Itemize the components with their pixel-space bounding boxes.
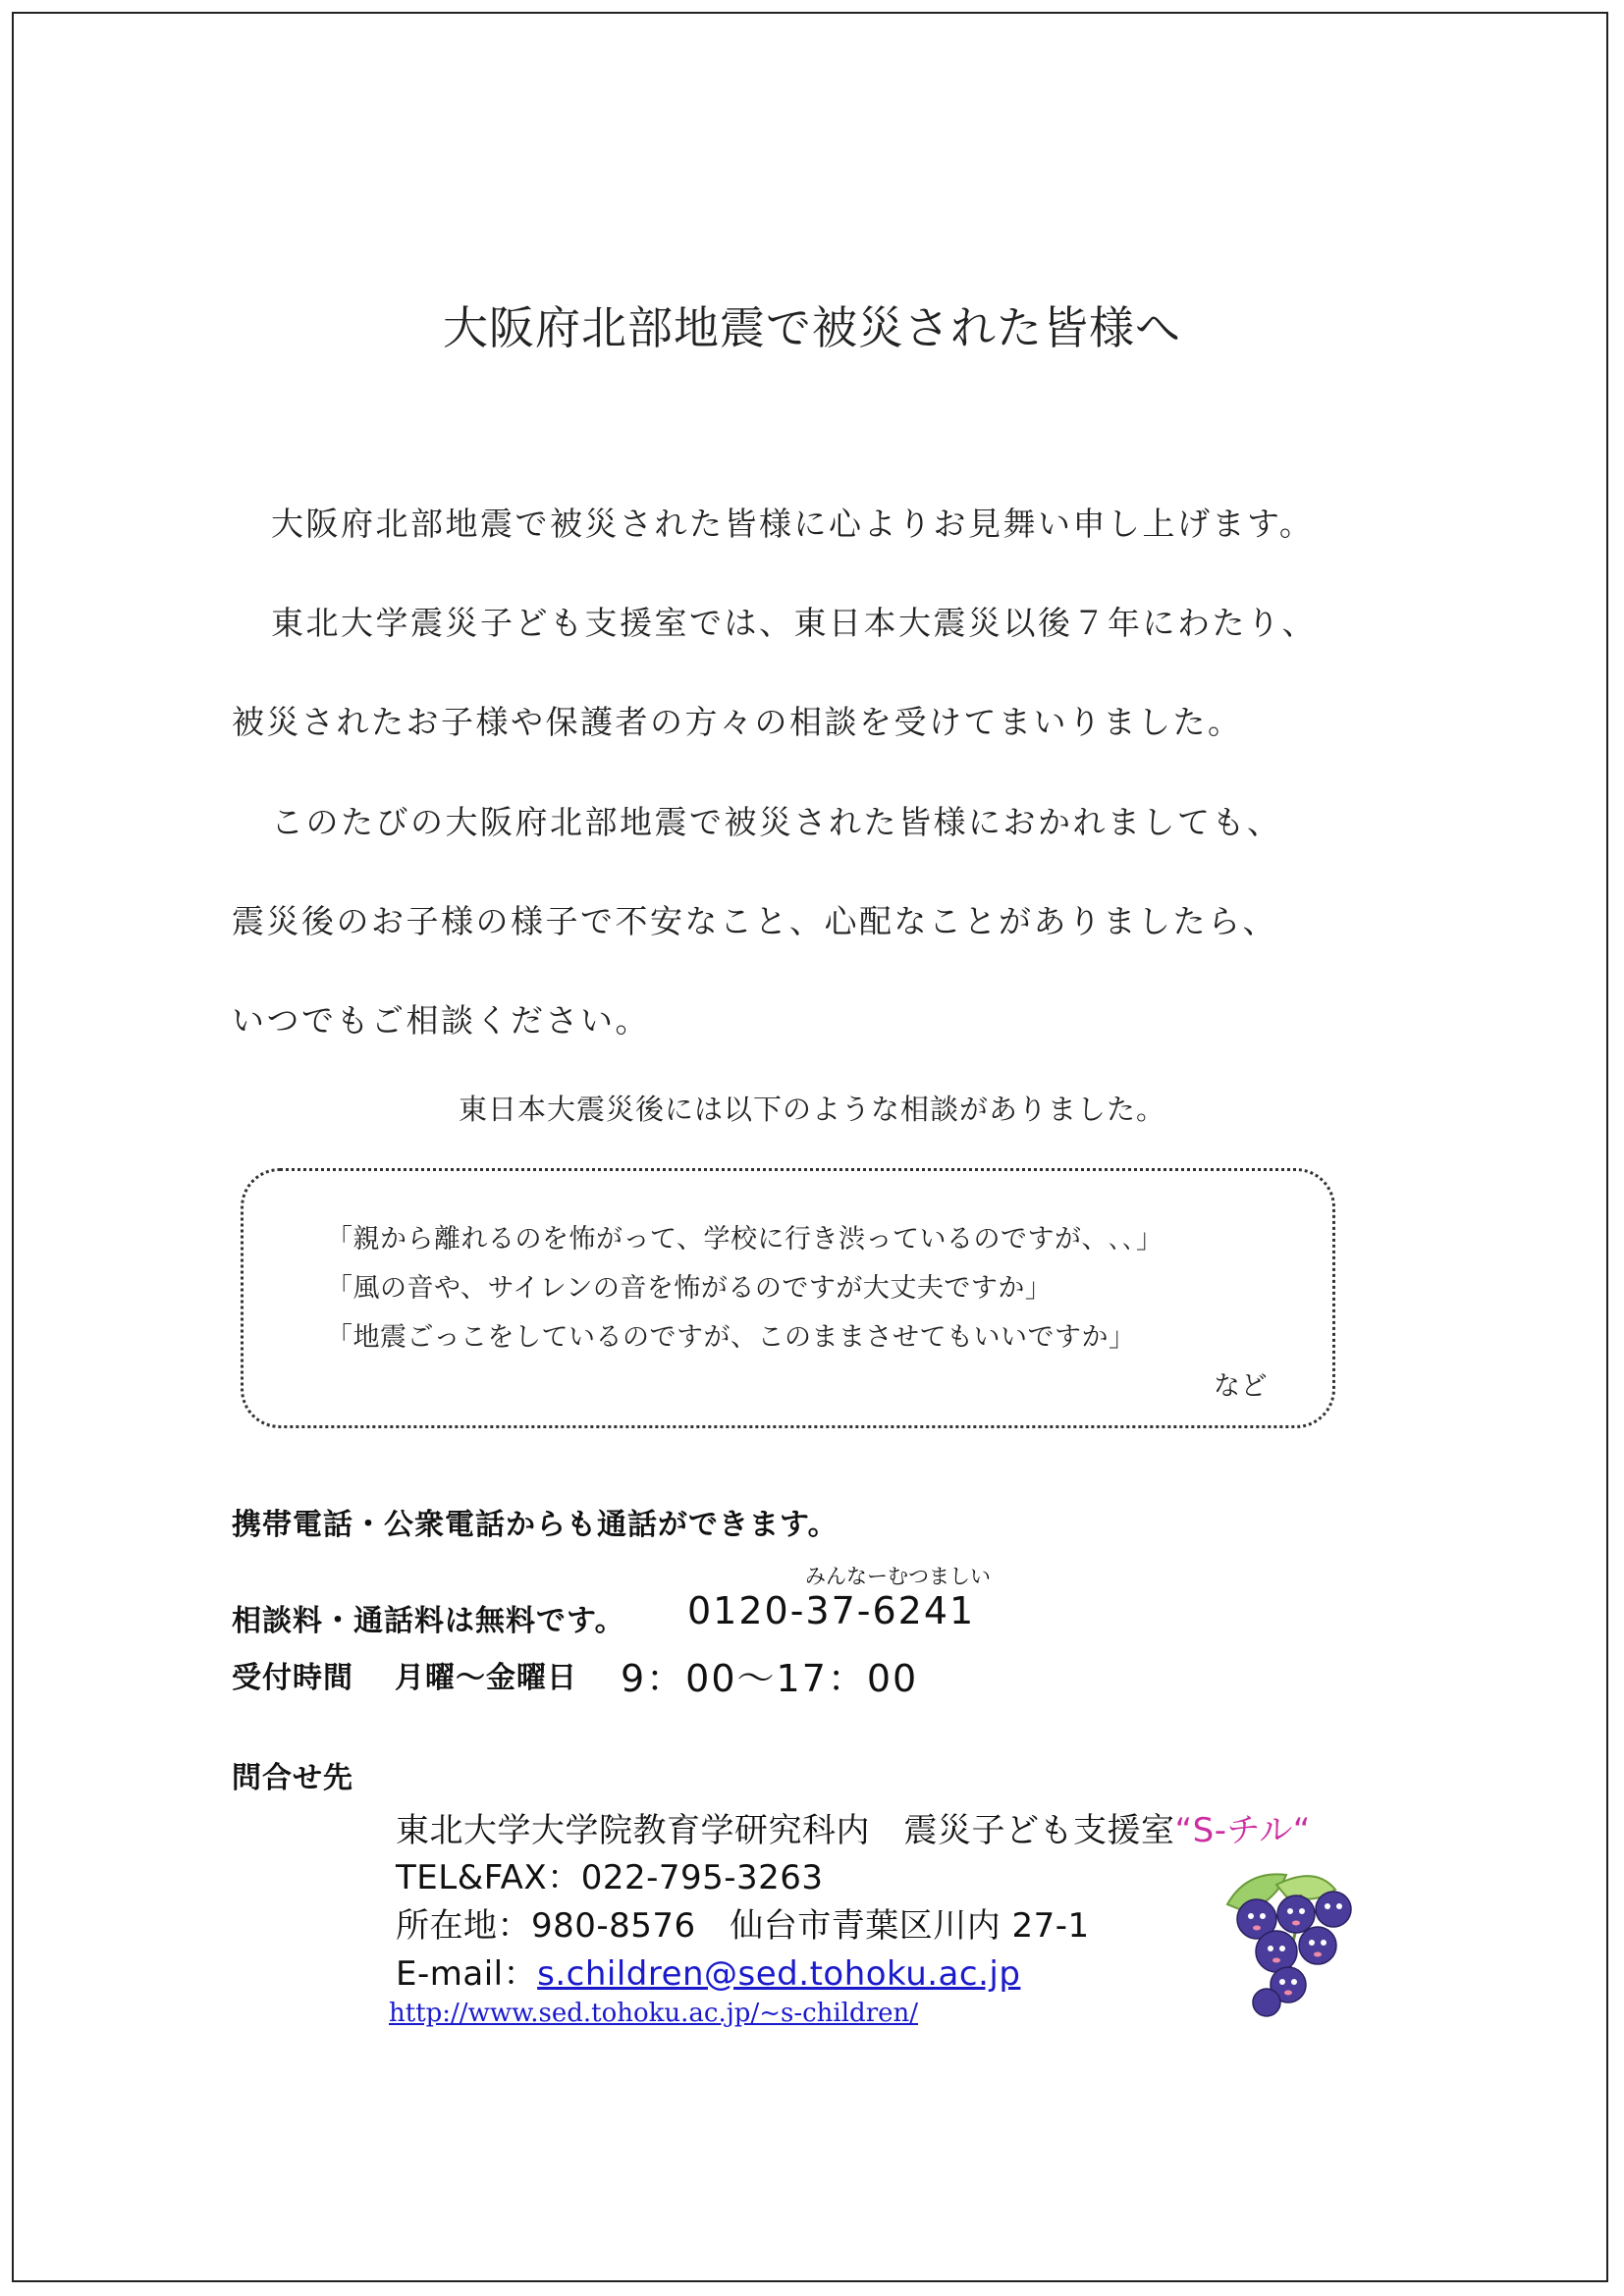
organization-name: 東北大学大学院教育学研究科内 震災子ども支援室 [396, 1811, 1175, 1850]
phone-number: 0120-37-6241 [687, 1589, 976, 1632]
paragraph-5: 震災後のお子様の様子で不安なこと、心配なことがありましたら、 [232, 902, 1277, 940]
examples-suffix: など [1214, 1371, 1268, 1402]
paragraph-2: 東北大学震災子ども支援室では、東日本大震災以後７年にわたり、 [271, 604, 1317, 642]
paragraph-1: 大阪府北部地震で被災された皆様に心よりお見舞い申し上げます。 [271, 505, 1315, 543]
email-label: E-mail： [396, 1954, 538, 1994]
website-url[interactable]: http://www.sed.tohoku.ac.jp/~s-children/ [389, 1999, 919, 2028]
hours-label: 受付時間 [232, 1661, 353, 1695]
blueberry-mascot-icon [1208, 1865, 1370, 2027]
organization-nickname: “S-チル“ [1174, 1811, 1311, 1850]
example-quote-3: 「地震ごっこをしているのですが、このままさせてもいいですか」 [326, 1322, 1136, 1353]
example-quote-1: 「親から離れるのを怖がって、学校に行き渋っているのですが、､､」 [326, 1224, 1164, 1255]
paragraph-3: 被災されたお子様や保護者の方々の相談を受けてまいりました。 [232, 703, 1243, 741]
contact-address: 所在地：980-8576 仙台市青葉区川内 27-1 [396, 1906, 1090, 1946]
mobile-note: 携帯電話・公衆電話からも通話ができます。 [232, 1508, 839, 1542]
website-link[interactable] [389, 1999, 918, 2028]
phone-reading: みんなーむつましい [805, 1565, 991, 1588]
contact-heading: 問合せ先 [232, 1761, 353, 1795]
page-title: 大阪府北部地震で被災された皆様へ [443, 301, 1181, 354]
contact-email-row [396, 1947, 1020, 1995]
example-quote-2: 「風の音や、サイレンの音を怖がるのですが大丈夫ですか」 [326, 1273, 1053, 1304]
contact-organization [396, 1803, 1311, 1851]
email-link[interactable]: s.children@sed.tohoku.ac.jp [537, 1954, 1021, 1994]
hours-days: 月曜～金曜日 [395, 1661, 577, 1695]
paragraph-4: このたびの大阪府北部地震で被災された皆様におかれましても、 [271, 803, 1282, 841]
hours-time: 9：00～17：00 [621, 1657, 919, 1700]
paragraph-6: いつでもご相談ください。 [232, 1001, 650, 1040]
fee-note: 相談料・通話料は無料です。 [232, 1604, 625, 1638]
contact-tel-fax: TEL&FAX：022-795-3263 [396, 1858, 824, 1897]
examples-intro: 東日本大震災後には以下のような相談がありました。 [458, 1093, 1165, 1126]
